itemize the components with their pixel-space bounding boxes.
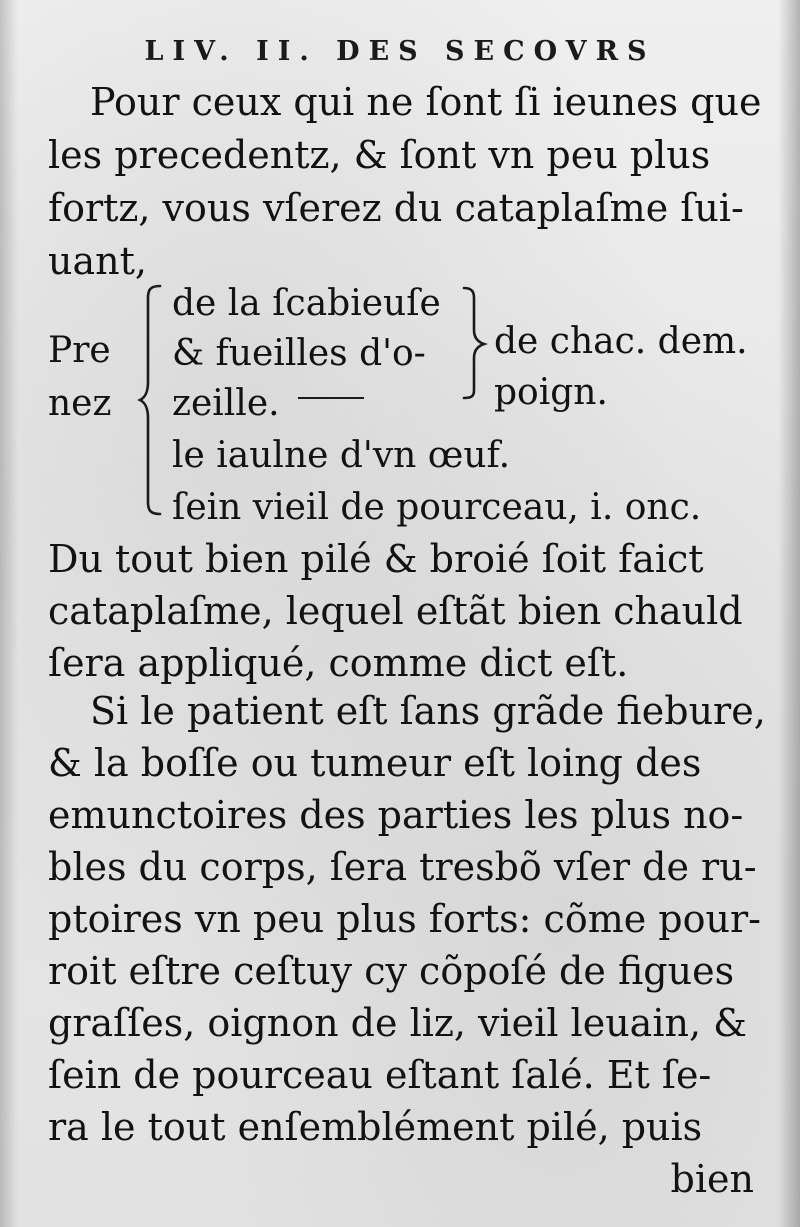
paragraph3-line-6: roit eſtre ceſtuy cy cõpoſé de figues	[48, 949, 735, 993]
recipe-quantity-2: poign.	[494, 372, 608, 413]
paragraph3-line-7: graſſes, oignon de liz, vieil leuain, &	[48, 1001, 747, 1045]
paragraph3-line-9: ra le tout enſemblément pilé, puis	[48, 1105, 703, 1149]
catchword: bien	[670, 1157, 754, 1201]
paragraph3-line-3: emunctoires des parties les plus no-	[48, 793, 744, 837]
paragraph3-line-5: ptoires vn peu plus forts: cõme pour-	[48, 897, 761, 941]
paragraph3-line-8: ſein de pourceau eſtant ſalé. Et ſe-	[48, 1053, 712, 1097]
recipe-item-3: zeille.	[172, 383, 280, 424]
running-head: LIV. II. DES SECOVRS	[144, 36, 656, 67]
left-brace	[136, 282, 166, 518]
recipe-item-2: & fueilles d'o-	[172, 333, 426, 374]
dash-line	[298, 397, 364, 399]
paragraph1-line-3: fortz, vous vſerez du cataplaſme ſui-	[48, 186, 744, 230]
recipe-label-top: Pre	[48, 330, 111, 371]
recipe-item-5: ſein vieil de pourceau, i. onc.	[172, 487, 702, 528]
recipe-item-4: le iaulne d'vn œuf.	[172, 435, 511, 476]
paragraph3-line-2: & la boſſe ou tumeur eſt loing des	[48, 741, 702, 785]
paragraph2-line-3: ſera appliqué, comme dict eſt.	[48, 641, 629, 685]
paragraph2-line-1: Du tout bien pilé & broié ſoit faict	[48, 537, 704, 581]
recipe-item-1: de la ſcabieuſe	[172, 283, 441, 324]
paragraph1-line-4: uant,	[48, 239, 147, 283]
right-brace	[458, 284, 488, 402]
recipe-label-bottom: nez	[48, 383, 112, 424]
paragraph3-line-1: Si le patient eſt ſans grãde fiebure,	[90, 689, 766, 733]
paragraph1-line-1: Pour ceux qui ne ſont ſi ieunes que	[90, 80, 762, 124]
paragraph2-line-2: cataplaſme, lequel eſtãt bien chauld	[48, 589, 743, 633]
recipe-quantity-1: de chac. dem.	[494, 321, 748, 362]
paragraph1-line-2: les precedentz, & ſont vn peu plus	[48, 133, 711, 177]
paragraph3-line-4: bles du corps, ſera tresbõ vſer de ru-	[48, 845, 757, 889]
